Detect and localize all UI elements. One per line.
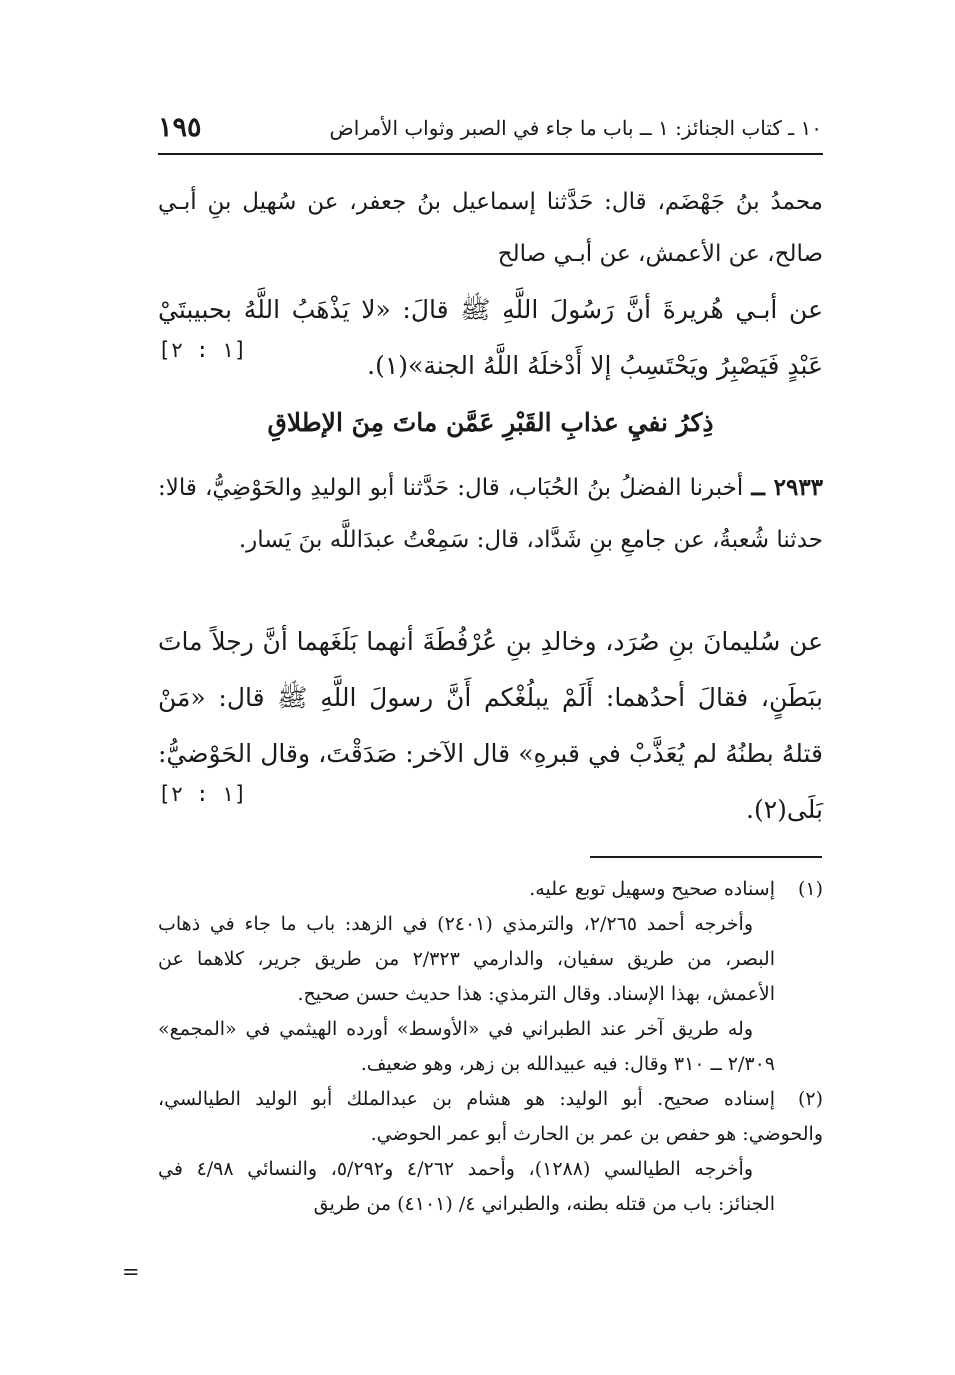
footnote-label: (١) bbox=[797, 878, 823, 900]
footnote-line: وأخرجه الطيالسي (١٢٨٨)، وأحمد ٤/٢٦٢ و٥/٢٩٢، والنسائي ٤/٩٨ في الجنائز: باب من قتله بطنه، والطبراني ٤/ (٤١٠١) من طريق bbox=[158, 1158, 775, 1215]
reference-label: [١ : ٢] bbox=[158, 782, 247, 806]
footnote-rule bbox=[590, 856, 822, 858]
footnote-line bbox=[158, 1082, 823, 1152]
hadith-number: ٢٩٣٣ ــ bbox=[751, 474, 824, 501]
footnote-2 bbox=[158, 1082, 823, 1222]
matn-text: عن أبـي هُريرةَ أنَّ رَسُولَ اللَّهِ ﷺ قالَ: «لا يَذْهَبُ اللَّهُ بحبيبتَيْ عَبْدٍ فَيَصْبِرُ ويَحْتَسِبُ إلا أَدْخلَهُ اللَّهُ الجنة»(١). bbox=[158, 295, 823, 380]
footnote-text: إسناده صحيح. أبو الوليد: هو هشام بن عبدالملك أبو الوليد الطيالسي، والحوضي: هو حفص بن عمر بن الحارث أبو عمر الحوضي. bbox=[158, 1088, 823, 1145]
hadith-ref-row bbox=[158, 782, 823, 806]
header-rule bbox=[158, 153, 823, 155]
matn-paragraph bbox=[158, 282, 823, 380]
hadith-isnad-text: أخبرنا الفضلُ بنُ الحُبَاب، قال: حَدَّثنا أبو الوليدِ والحَوْضِيُّ، قالا: حدثنا شُعبةُ، عن جامعِ بنِ شَدَّاد، قال: سَمِعْتُ عبدَاللَّه بنَ يَسار. bbox=[158, 475, 823, 553]
hadith-matn-block bbox=[158, 614, 823, 824]
isnad-paragraph bbox=[158, 176, 823, 280]
isnad-text: محمدُ بنُ جَهْضَم، قال: حَدَّثنا إسماعيل بنُ جعفر، عن سُهيل بنِ أبـي صالح، عن الأعمش، عن أبـي صالح bbox=[158, 189, 823, 267]
footnote-line: وأخرجه أحمد ٢/٢٦٥، والترمذي (٢٤٠١) في الزهد: باب ما جاء في ذهاب البصر، من طريق سفيان، والدارمي ٢/٣٢٣ من طريق جرير، كلاهما عن الأعمش، بهذا الإسناد. وقال الترمذي: هذا حديث حسن صحيح. bbox=[158, 913, 775, 1005]
reference-label: [١ : ٢] bbox=[158, 338, 247, 362]
chapter-heading: ذِكرُ نفيِ عذابِ القَبْرِ عَمَّن ماتَ مِنَ الإطلاقِ bbox=[267, 408, 714, 437]
footnotes bbox=[158, 872, 823, 1222]
continuation-mark: = bbox=[122, 1260, 140, 1284]
footnote-1 bbox=[158, 872, 823, 1082]
chapter-heading-block bbox=[158, 398, 823, 448]
hadith-isnad bbox=[158, 462, 823, 566]
footnote-line: وله طريق آخر عند الطبراني في «الأوسط» أورده الهيثمي في «المجمع» ٢/٣٠٩ ــ ٣١٠ وقال: فيه عبيدالله بن زهر، وهو ضعيف. bbox=[158, 1018, 775, 1075]
page-number: ١٩٥ bbox=[158, 112, 202, 143]
footnote-text: إسناده صحيح وسهيل توبع عليه. bbox=[529, 878, 775, 900]
footnote-label: (٢) bbox=[797, 1088, 823, 1110]
footnote-line bbox=[158, 872, 823, 907]
hadith-matn-text: عن سُليمانَ بنِ صُرَد، وخالدِ بنِ عُرْفُطَةَ أنهما بَلَغَهما أنَّ رجلاً ماتَ ببَطَنٍ، فقالَ أحدُهما: أَلَمْ يبلُغْكم أَنَّ رسولَ اللَّهِ ﷺ قال: «مَنْ قتلهُ بطنُهُ لم يُعَذَّبْ في قبرهِ» قال الآخر: صَدَقْتَ، وقال الحَوْضيُّ: بَلَى(٢). bbox=[158, 627, 823, 824]
hadith-isnad-block bbox=[158, 462, 823, 566]
running-header: ١٠ ـ كتاب الجنائز: ١ ــ باب ما جاء في الصبر وثواب الأمراض bbox=[329, 116, 822, 140]
